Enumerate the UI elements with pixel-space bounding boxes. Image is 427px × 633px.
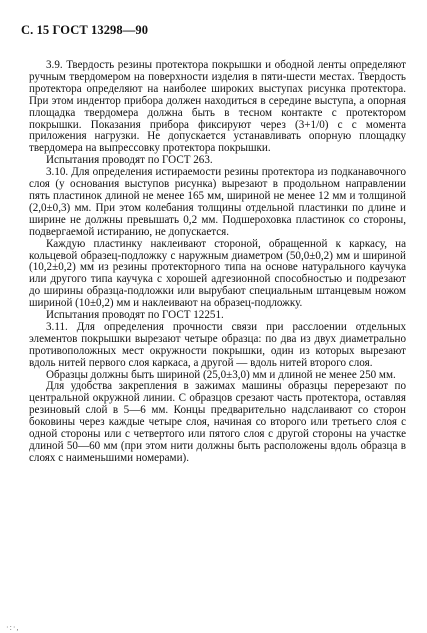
paragraph-test-gost-263: Испытания проводят по ГОСТ 263. [46,154,213,167]
page-header: С. 15 ГОСТ 13298—90 [21,23,149,37]
paragraph-3-11: 3.11. Для определения прочности связи при расслоении отдельных элементов покрышки вырезают четыре образца: по два из двух диаметрально противоположных мест окружности покрышки, один из которых вырезают вдоль нитей первого слоя каркаса, а другой — вдоль нитей второго слоя. [29,320,406,369]
paragraph-test-gost-12251: Испытания проводят по ГОСТ 12251. [46,309,224,322]
paragraph-plate-mounting: Каждую пластинку наклеивают стороной, обращенной к каркасу, на кольцевой образец-подложку с наружным диаметром (50,0±0,2) мм и шириной (10,2±0,2) мм из резины протекторного типа на основе натурального каучука или другого типа каучука с хорошей адгезионной способностью и подрезают до ширины образца-подложки или вырубают специальным штанцевым ножом шириной (10±0,2) мм и наклеивают на образец-подложку. [29,237,406,310]
scan-artifact: ·:·, [6,623,20,632]
paragraph-3-9: 3.9. Твердость резины протектора покрышки и ободной ленты определяют ручным твердомером на поверхности изделия в пяти-шести местах. Твердость протектора определяют на наиболее широких выступах рисунка протектора. При этом индентор прибора должен находиться в середине выступа, а опорная площадка твердомера должна быть в тесном контакте с протектором покрышки. Показания прибора фиксируют через (3+1/0) с с момента приложения нагрузки. Не допускается устанавливать опорную площадку твердомера на выпрессовку протектора покрышки. [29,59,406,155]
paragraph-clamping: Для удобства закрепления в зажимах машины образцы перерезают по центральной окружной линии. С образцов срезают часть протектора, оставляя резиновый слой в 5—6 мм. Концы предварительно надслаивают со сторон боковины через каждые четыре слоя, начиная со второго или третьего слоя с одной стороны или с четвертого или пятого слоя с другой стороны на участке длиной 50—60 мм (при этом нити должны быть расположены вдоль образца в слоях с наименьшими номерами). [29,380,406,464]
paragraph-sample-size: Образцы должны быть шириной (25,0±3,0) мм и длиной не менее 250 мм. [46,368,396,381]
paragraph-3-10: 3.10. Для определения истираемости резины протектора из подканавочного слоя (у основания выступов рисунка) вырезают в продольном направлении пять пластинок длиной не менее 165 мм, шириной не менее 12 мм и толщиной (2,0±0,3) мм. При этом колебания толщины отдельной пластинки по длине и ширине не должны превышать 0,2 мм. Подшероховка пластинок со стороны, подвергаемой истиранию, не допускается. [29,166,406,238]
document-body [29,60,406,465]
